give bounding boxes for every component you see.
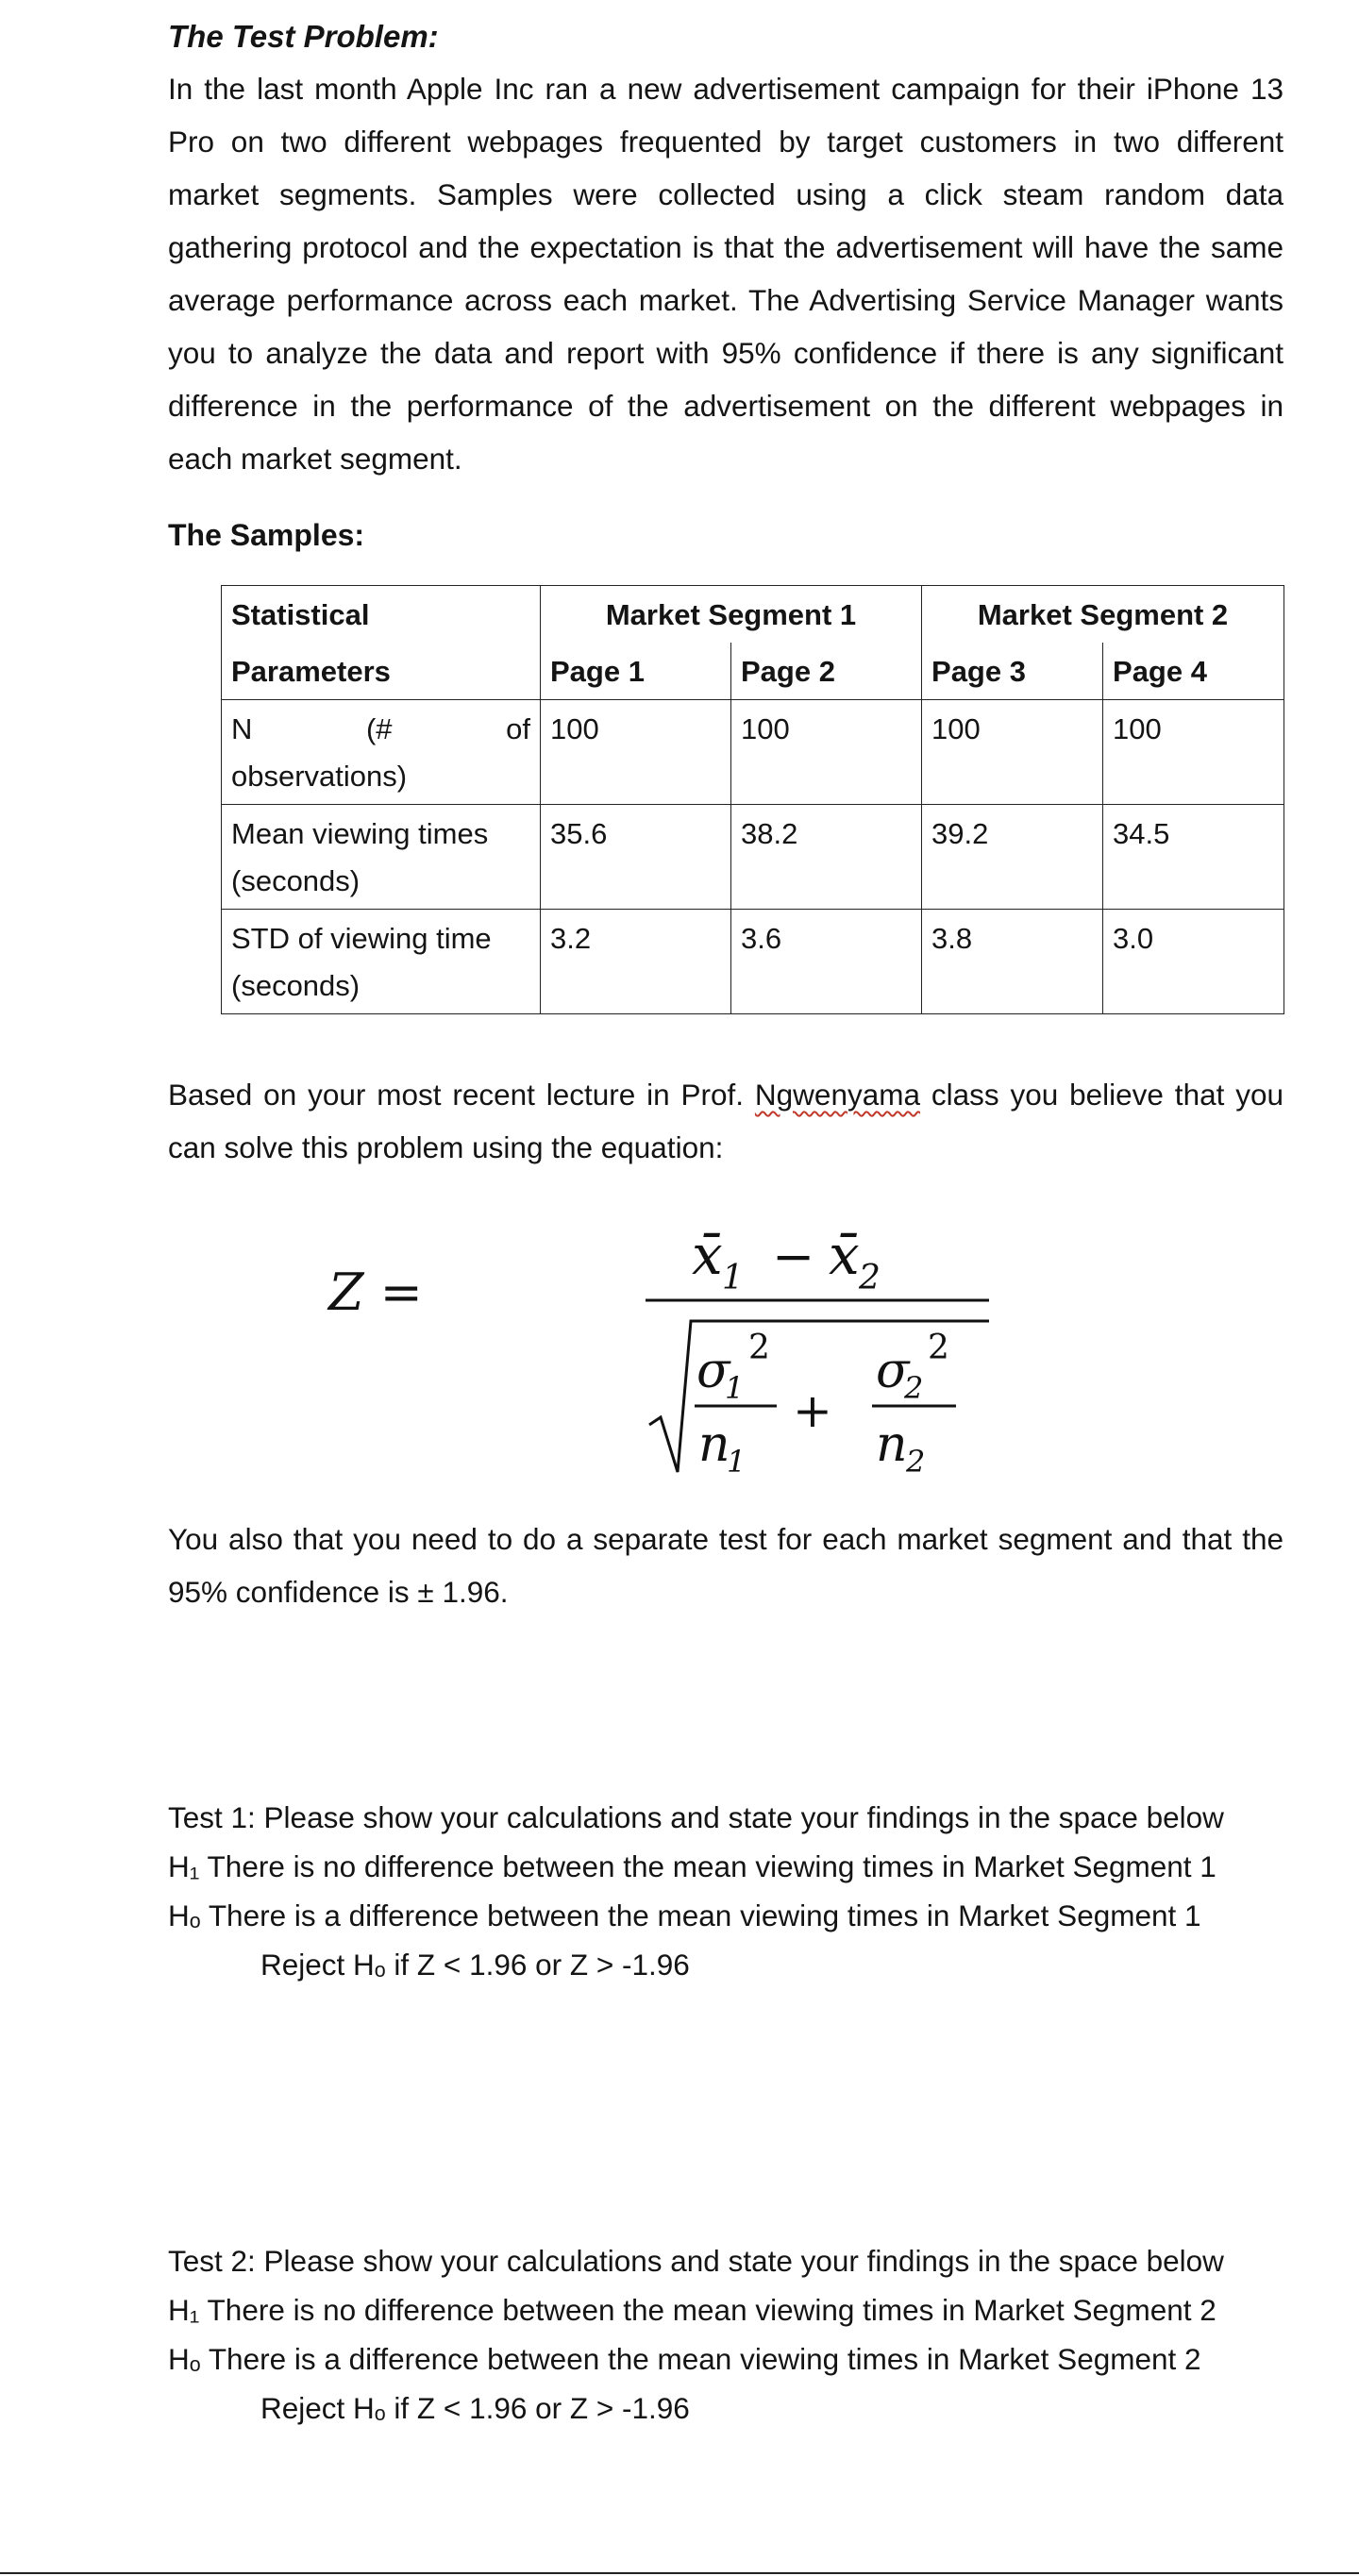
formula-x1-sub: 1	[722, 1259, 744, 1297]
header-page-2: Page 2	[731, 643, 922, 700]
formula-minus: −	[772, 1227, 815, 1286]
cell-mean-page-1: 35.6	[541, 805, 731, 910]
row-label-n-line2: observations)	[231, 760, 408, 793]
professor-name: Ngwenyama	[754, 1078, 920, 1112]
test-2-section	[168, 2236, 1284, 2433]
cell-std-page-1: 3.2	[541, 910, 731, 1014]
row-label-std	[222, 910, 541, 1014]
header-param-line1: Statistical	[222, 586, 541, 644]
lecture-before: Based on your most recent lecture in Prof.	[168, 1078, 755, 1112]
samples-table	[221, 585, 1284, 1014]
test-2-h1: H₁ There is no difference between the mean viewing times in Market Segment 2	[168, 2293, 1216, 2327]
also-paragraph: You also that you need to do a separate test for each market segment and that the 95% confidence is ± 1.96.	[168, 1522, 1284, 1609]
header-page-1: Page 1	[541, 643, 731, 700]
table-header-row	[222, 586, 1284, 644]
cell-n-page-1: 100	[541, 700, 731, 805]
table-row	[222, 910, 1284, 1014]
row-label-n-part2: (#	[365, 712, 393, 745]
cell-n-page-2: 100	[731, 700, 922, 805]
cell-mean-page-4: 34.5	[1103, 805, 1284, 910]
formula-x1: x̄	[692, 1223, 723, 1287]
test-1-reject-rule: Reject Hₒ if Z < 1.96 or Z > -1.96	[260, 1948, 690, 1982]
cell-n-page-4: 100	[1103, 700, 1284, 805]
lecture-after: class you believe that you can solve this problem using the equation:	[168, 1078, 1284, 1164]
row-label-std-line2: (seconds)	[231, 969, 361, 1002]
cell-mean-page-3: 39.2	[922, 805, 1103, 910]
header-param-line2: Parameters	[222, 643, 541, 700]
samples-heading: The Samples:	[168, 518, 365, 552]
page-bottom-rule	[0, 2572, 1359, 2574]
formula-sigma1: σ	[696, 1343, 730, 1399]
z-test-formula	[328, 1208, 1008, 1491]
test-1-h0: Hₒ There is a difference between the mean viewing times in Market Segment 1	[168, 1899, 1201, 1932]
formula-svg	[328, 1208, 1008, 1491]
row-label-mean-line2: (seconds)	[231, 864, 361, 897]
cell-mean-page-2: 38.2	[731, 805, 922, 910]
test-2-title: Test 2: Please show your calculations and state your findings in the space below	[168, 2244, 1224, 2278]
formula-x2-sub: 2	[859, 1259, 881, 1297]
test-2-h0: Hₒ There is a difference between the mean viewing times in Market Segment 2	[168, 2342, 1201, 2376]
formula-sigma2: σ	[876, 1343, 910, 1399]
formula-n1-sub: 1	[727, 1444, 747, 1480]
formula-sigma2-sub: 2	[904, 1370, 924, 1406]
header-segment-1: Market Segment 1	[541, 586, 922, 644]
formula-n2-sub: 2	[906, 1444, 926, 1480]
row-label-n-part1: N	[231, 712, 253, 745]
header-page-3: Page 3	[922, 643, 1103, 700]
row-label-std-line1: STD of viewing time	[231, 922, 492, 955]
formula-sigma1-sq: 2	[748, 1329, 770, 1367]
row-label-n-part3: of	[506, 712, 530, 745]
row-label-mean	[222, 805, 541, 910]
formula-n2: n	[876, 1416, 908, 1473]
formula-lhs: Z =	[328, 1263, 423, 1322]
table-row	[222, 805, 1284, 910]
cell-std-page-4: 3.0	[1103, 910, 1284, 1014]
header-segment-2: Market Segment 2	[922, 586, 1284, 644]
lecture-paragraph	[168, 1068, 1284, 1174]
header-page-4: Page 4	[1103, 643, 1284, 700]
table-row	[222, 700, 1284, 805]
formula-sigma2-sq: 2	[928, 1329, 949, 1367]
cell-std-page-2: 3.6	[731, 910, 922, 1014]
formula-sigma1-sub: 1	[725, 1370, 745, 1406]
intro-paragraph: In the last month Apple Inc ran a new advertisement campaign for their iPhone 13 Pro on two different webpages frequented by target customers in two different market segments. Samples were collected using a click steam random data gathering protocol and the expectation is that the advertisement will have the same average performance across each market. The Advertising Service Manager wants you to analyze the data and report with 95% confidence if there is any significant difference in the performance of the advertisement on the different webpages in each market segment.	[168, 72, 1284, 476]
formula-n1: n	[698, 1416, 730, 1473]
test-1-title: Test 1: Please show your calculations and state your findings in the space below	[168, 1800, 1224, 1834]
row-label-n	[222, 700, 541, 805]
cell-n-page-3: 100	[922, 700, 1103, 805]
formula-x2: x̄	[829, 1223, 860, 1287]
row-label-mean-line1: Mean viewing times	[231, 817, 489, 850]
formula-plus: +	[793, 1383, 832, 1438]
table-subheader-row	[222, 643, 1284, 700]
problem-heading: The Test Problem:	[168, 19, 439, 54]
test-1-section	[168, 1793, 1284, 1989]
cell-std-page-3: 3.8	[922, 910, 1103, 1014]
test-1-h1: H₁ There is no difference between the mean viewing times in Market Segment 1	[168, 1849, 1216, 1883]
test-2-reject-rule: Reject Hₒ if Z < 1.96 or Z > -1.96	[260, 2391, 690, 2425]
